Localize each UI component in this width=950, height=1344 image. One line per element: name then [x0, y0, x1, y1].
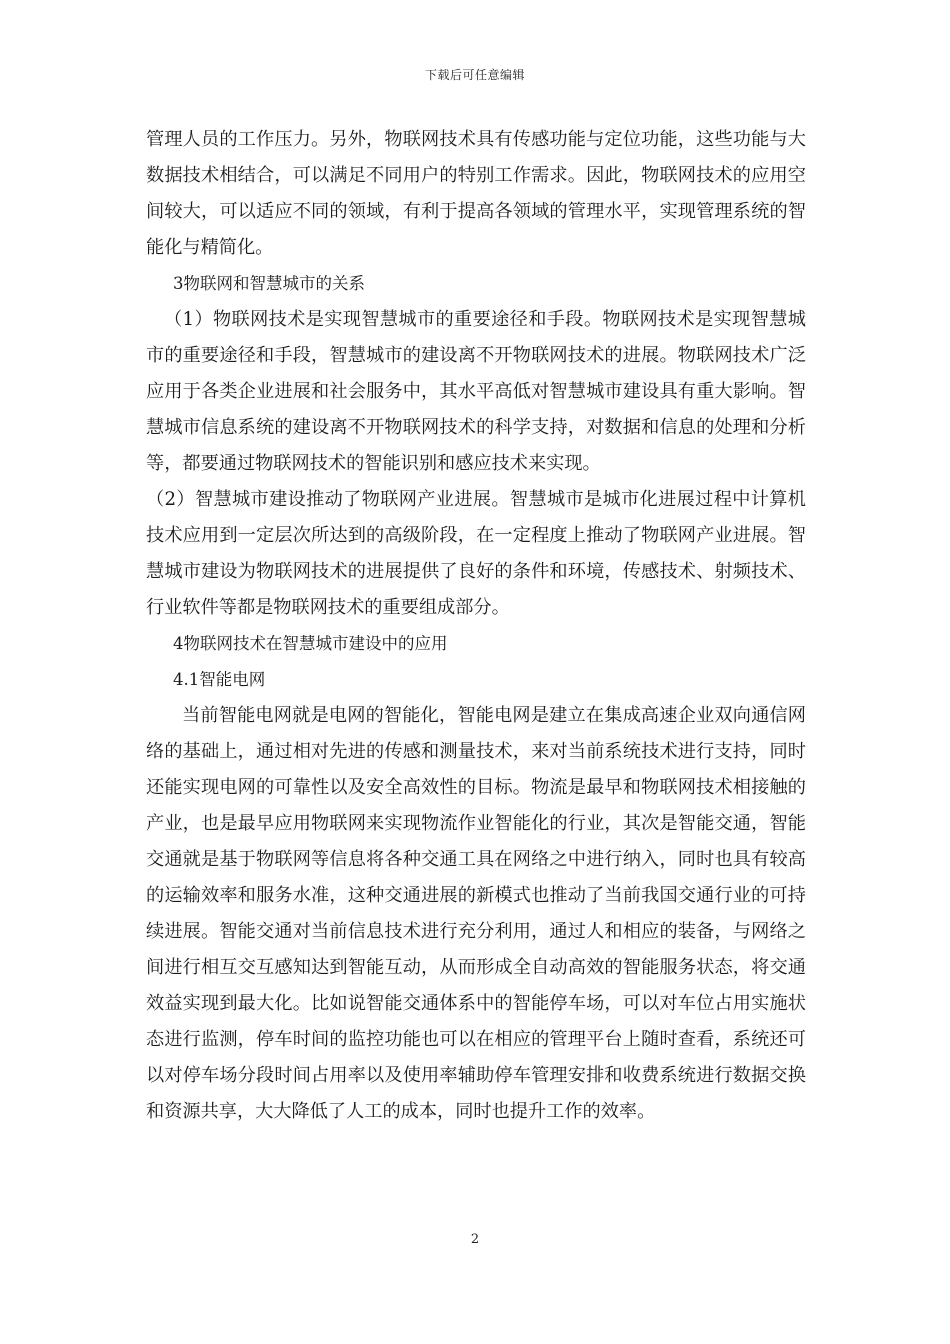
section-heading-3: 3物联网和智慧城市的关系 [173, 274, 365, 293]
body-text [146, 122, 806, 1130]
section-heading-4: 4物联网技术在智慧城市建设中的应用 [173, 634, 448, 653]
subsection-heading-4-1: 4.1智能电网 [173, 670, 266, 689]
paragraph-point-2: （2）智慧城市建设推动了物联网产业进展。智慧城市是城市化进展过程中计算机技术应用到一定层次所达到的高级阶段，在一定程度上推动了物联网产业进展。智慧城市建设为物联网技术的进展提供了良好的条件和环境，传感技术、射频技术、行业软件等都是物联网技术的重要组成部分。 [146, 489, 806, 618]
paragraph-point-1: （1）物联网技术是实现智慧城市的重要途径和手段。物联网技术是实现智慧城市的重要途径和手段，智慧城市的建设离不开物联网技术的进展。物联网技术广泛应用于各类企业进展和社会服务中，其水平高低对智慧城市建设具有重大影响。智慧城市信息系统的建设离不开物联网技术的科学支持，对数据和信息的处理和分析等，都要通过物联网技术的智能识别和感应技术来实现。 [146, 309, 806, 474]
page-header: 下载后可任意编辑 [424, 68, 525, 82]
paragraph-continuation: 管理人员的工作压力。另外，物联网技术具有传感功能与定位功能，这些功能与大数据技术相结合，可以满足不同用户的特别工作需求。因此，物联网技术的应用空间较大，可以适应不同的领域，有利于提高各领域的管理水平，实现管理系统的智能化与精简化。 [146, 129, 806, 258]
page-number: 2 [470, 1232, 480, 1247]
paragraph-smart-grid: 当前智能电网就是电网的智能化，智能电网是建立在集成高速企业双向通信网络的基础上，通过相对先进的传感和测量技术，来对当前系统技术进行支持，同时还能实现电网的可靠性以及安全高效性的目标。物流是最早和物联网技术相接触的产业，也是最早应用物联网来实现物流作业智能化的行业，其次是智能交通，智能交通就是基于物联网等信息将各种交通工具在网络之中进行纳入，同时也具有较高的运输效率和服务水准，这种交通进展的新模式也推动了当前我国交通行业的可持续进展。智能交通对当前信息技术进行充分利用，通过人和相应的装备，与网络之间进行相互交互感知达到智能互动，从而形成全自动高效的智能服务状态，将交通效益实现到最大化。比如说智能交通体系中的智能停车场，可以对车位占用实施状态进行监测，停车时间的监控功能也可以在相应的管理平台上随时查看，系统还可以对停车场分段时间占用率以及使用率辅助停车管理安排和收费系统进行数据交换和资源共享，大大降低了人工的成本，同时也提升工作的效率。 [146, 705, 806, 1122]
